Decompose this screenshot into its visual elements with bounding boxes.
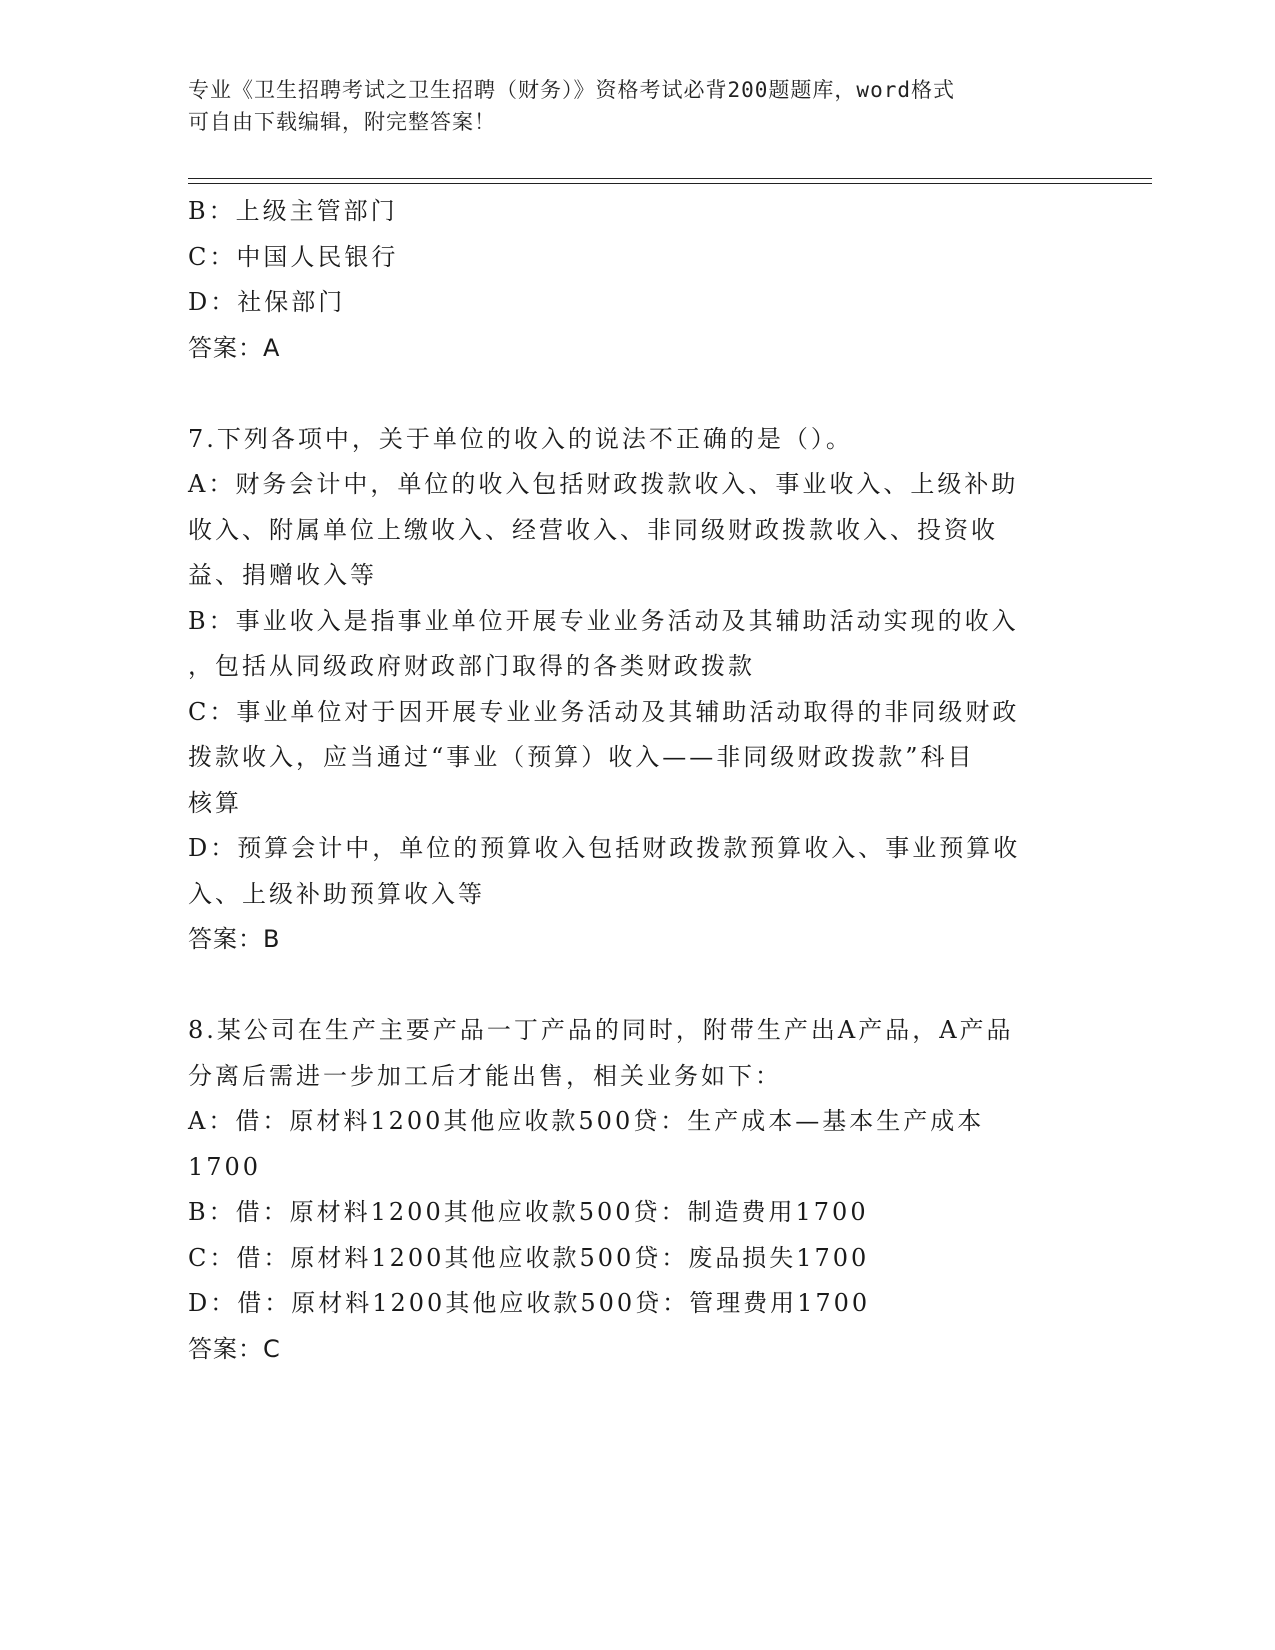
q7-option-d-line: 入、上级补助预算收入等 xyxy=(188,879,485,908)
q7-answer: 答案：B xyxy=(188,925,281,953)
header-title-line-1: 专业《卫生招聘考试之卫生招聘（财务）》资格考试必背200题题库，word格式 xyxy=(188,78,955,102)
q8-option-c: C：借：原材料1200其他应收款500贷：废品损失1700 xyxy=(188,1243,870,1272)
q8-stem-line: 分离后需进一步加工后才能出售，相关业务如下： xyxy=(188,1061,782,1090)
q7-option-b-line: B：事业收入是指事业单位开展专业业务活动及其辅助活动实现的收入 xyxy=(188,606,1019,635)
q7-option-c xyxy=(188,690,1088,827)
question-6-block xyxy=(188,189,1088,371)
q8-option-d: D：借：原材料1200其他应收款500贷：管理费用1700 xyxy=(188,1289,871,1317)
header-title-line-2: 可自由下载编辑，附完整答案！ xyxy=(188,110,496,134)
q7-stem: 7.下列各项中，关于单位的收入的说法不正确的是（）。 xyxy=(188,424,853,453)
document-header xyxy=(188,74,1088,138)
q8-answer: 答案：C xyxy=(188,1334,281,1363)
q7-option-c-line: C：事业单位对于因开展专业业务活动及其辅助活动取得的非同级财政 xyxy=(188,697,1020,726)
q7-option-a-line: 益、捐赠收入等 xyxy=(188,561,377,589)
q7-option-d xyxy=(188,826,1088,917)
q7-option-a-line: 收入、附属单位上缴收入、经营收入、非同级财政拨款收入、投资收 xyxy=(188,515,998,544)
q7-option-b-line: ，包括从同级政府财政部门取得的各类财政拨款 xyxy=(188,652,755,680)
q7-option-d-line: D：预算会计中，单位的预算收入包括财政拨款预算收入、事业预算收 xyxy=(188,834,1021,862)
q7-option-a-line: A：财务会计中，单位的收入包括财政拨款收入、事业收入、上级补助 xyxy=(188,470,1019,498)
q6-answer: 答案：A xyxy=(188,333,281,362)
q6-option-b: B：上级主管部门 xyxy=(188,197,398,225)
spacer xyxy=(188,963,1088,1009)
question-7-block xyxy=(188,417,1088,963)
q8-option-a-line: 1700 xyxy=(188,1152,262,1181)
q7-option-c-line: 拨款收入，应当通过“事业（预算）收入——非同级财政拨款”科目 xyxy=(188,743,975,771)
spacer xyxy=(188,371,1088,417)
q8-stem-line: 8.某公司在生产主要产品一丁产品的同时，附带生产出A产品，A产品 xyxy=(188,1016,1014,1044)
q8-option-b: B：借：原材料1200其他应收款500贷：制造费用1700 xyxy=(188,1198,869,1226)
q7-option-c-line: 核算 xyxy=(188,788,242,817)
q6-option-d: D：社保部门 xyxy=(188,288,346,316)
header-divider-top xyxy=(188,178,1152,179)
header-divider-bottom xyxy=(188,183,1152,184)
q8-stem xyxy=(188,1008,1088,1099)
q7-option-b xyxy=(188,599,1088,690)
question-8-block xyxy=(188,1008,1088,1372)
q7-option-a xyxy=(188,462,1088,599)
q8-option-a-line: A：借：原材料1200其他应收款500贷：生产成本—基本生产成本 xyxy=(188,1107,985,1135)
q6-option-c: C：中国人民银行 xyxy=(188,242,399,271)
q8-option-a xyxy=(188,1099,1088,1190)
document-body xyxy=(188,189,1088,1372)
